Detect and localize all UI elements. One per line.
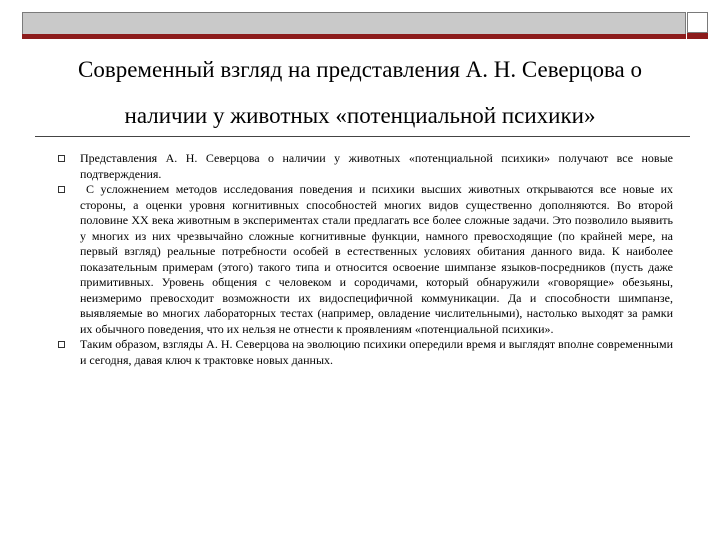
slide-title-line-1: Современный взгляд на представления А. Н. Северцова о	[78, 57, 642, 82]
square-bullet-icon	[58, 155, 65, 162]
corner-accent	[687, 33, 708, 39]
square-bullet-icon	[58, 186, 65, 193]
slide-title-line-2: наличии у животных «потенциальной психики»	[124, 103, 596, 128]
slide-title	[40, 47, 680, 139]
bullet-text-1: Представления А. Н. Северцова о наличии у животных «потенциальной психики» получают все новые подтверждения.	[80, 151, 673, 181]
bullet-item-1	[58, 151, 673, 182]
bullet-list	[58, 151, 673, 368]
bullet-text-2: С усложнением методов исследования поведения и психики высших животных открываются все новые их стороны, а оценки уровня когнитивных способностей многих видов существенно дополняются. Во второй половине XX века животным в экспериментах стали предлагать все более сложные задачи. Это позволило выявить у многих из них чрезвычайно сложные когнитивные функции, намного превосходящие (по крайней мере, на первый взгляд) реальные потребности особей в естественных условиях обитания данного вида. К наиболее показательным примерам (этого) такого типа и относится освоение шимпанзе языков-посредников (пусть даже примитивных. Уровень общения с человеком и сородичами, который обнаружили «говорящие» обезьяны, неизмеримо превосходит возможности их видоспецифичной коммуникации. Да и способности шимпанзе, выявляемые во многих лабораторных тестах (например, овладение числительными), настолько выходят за рамки их обычного поведения, что их нельзя не отнести к проявлениям «потенциальной психики».	[80, 182, 673, 336]
bullet-item-3	[58, 337, 673, 368]
bullet-item-2	[58, 182, 673, 337]
square-bullet-icon	[58, 341, 65, 348]
title-divider	[35, 136, 690, 137]
top-accent-rule	[22, 34, 686, 39]
bullet-text-3: Таким образом, взгляды А. Н. Северцова на эволюцию психики опередили время и выглядят вполне современными и сегодня, давая ключ к трактовке новых данных.	[80, 337, 673, 367]
corner-square	[687, 12, 708, 33]
